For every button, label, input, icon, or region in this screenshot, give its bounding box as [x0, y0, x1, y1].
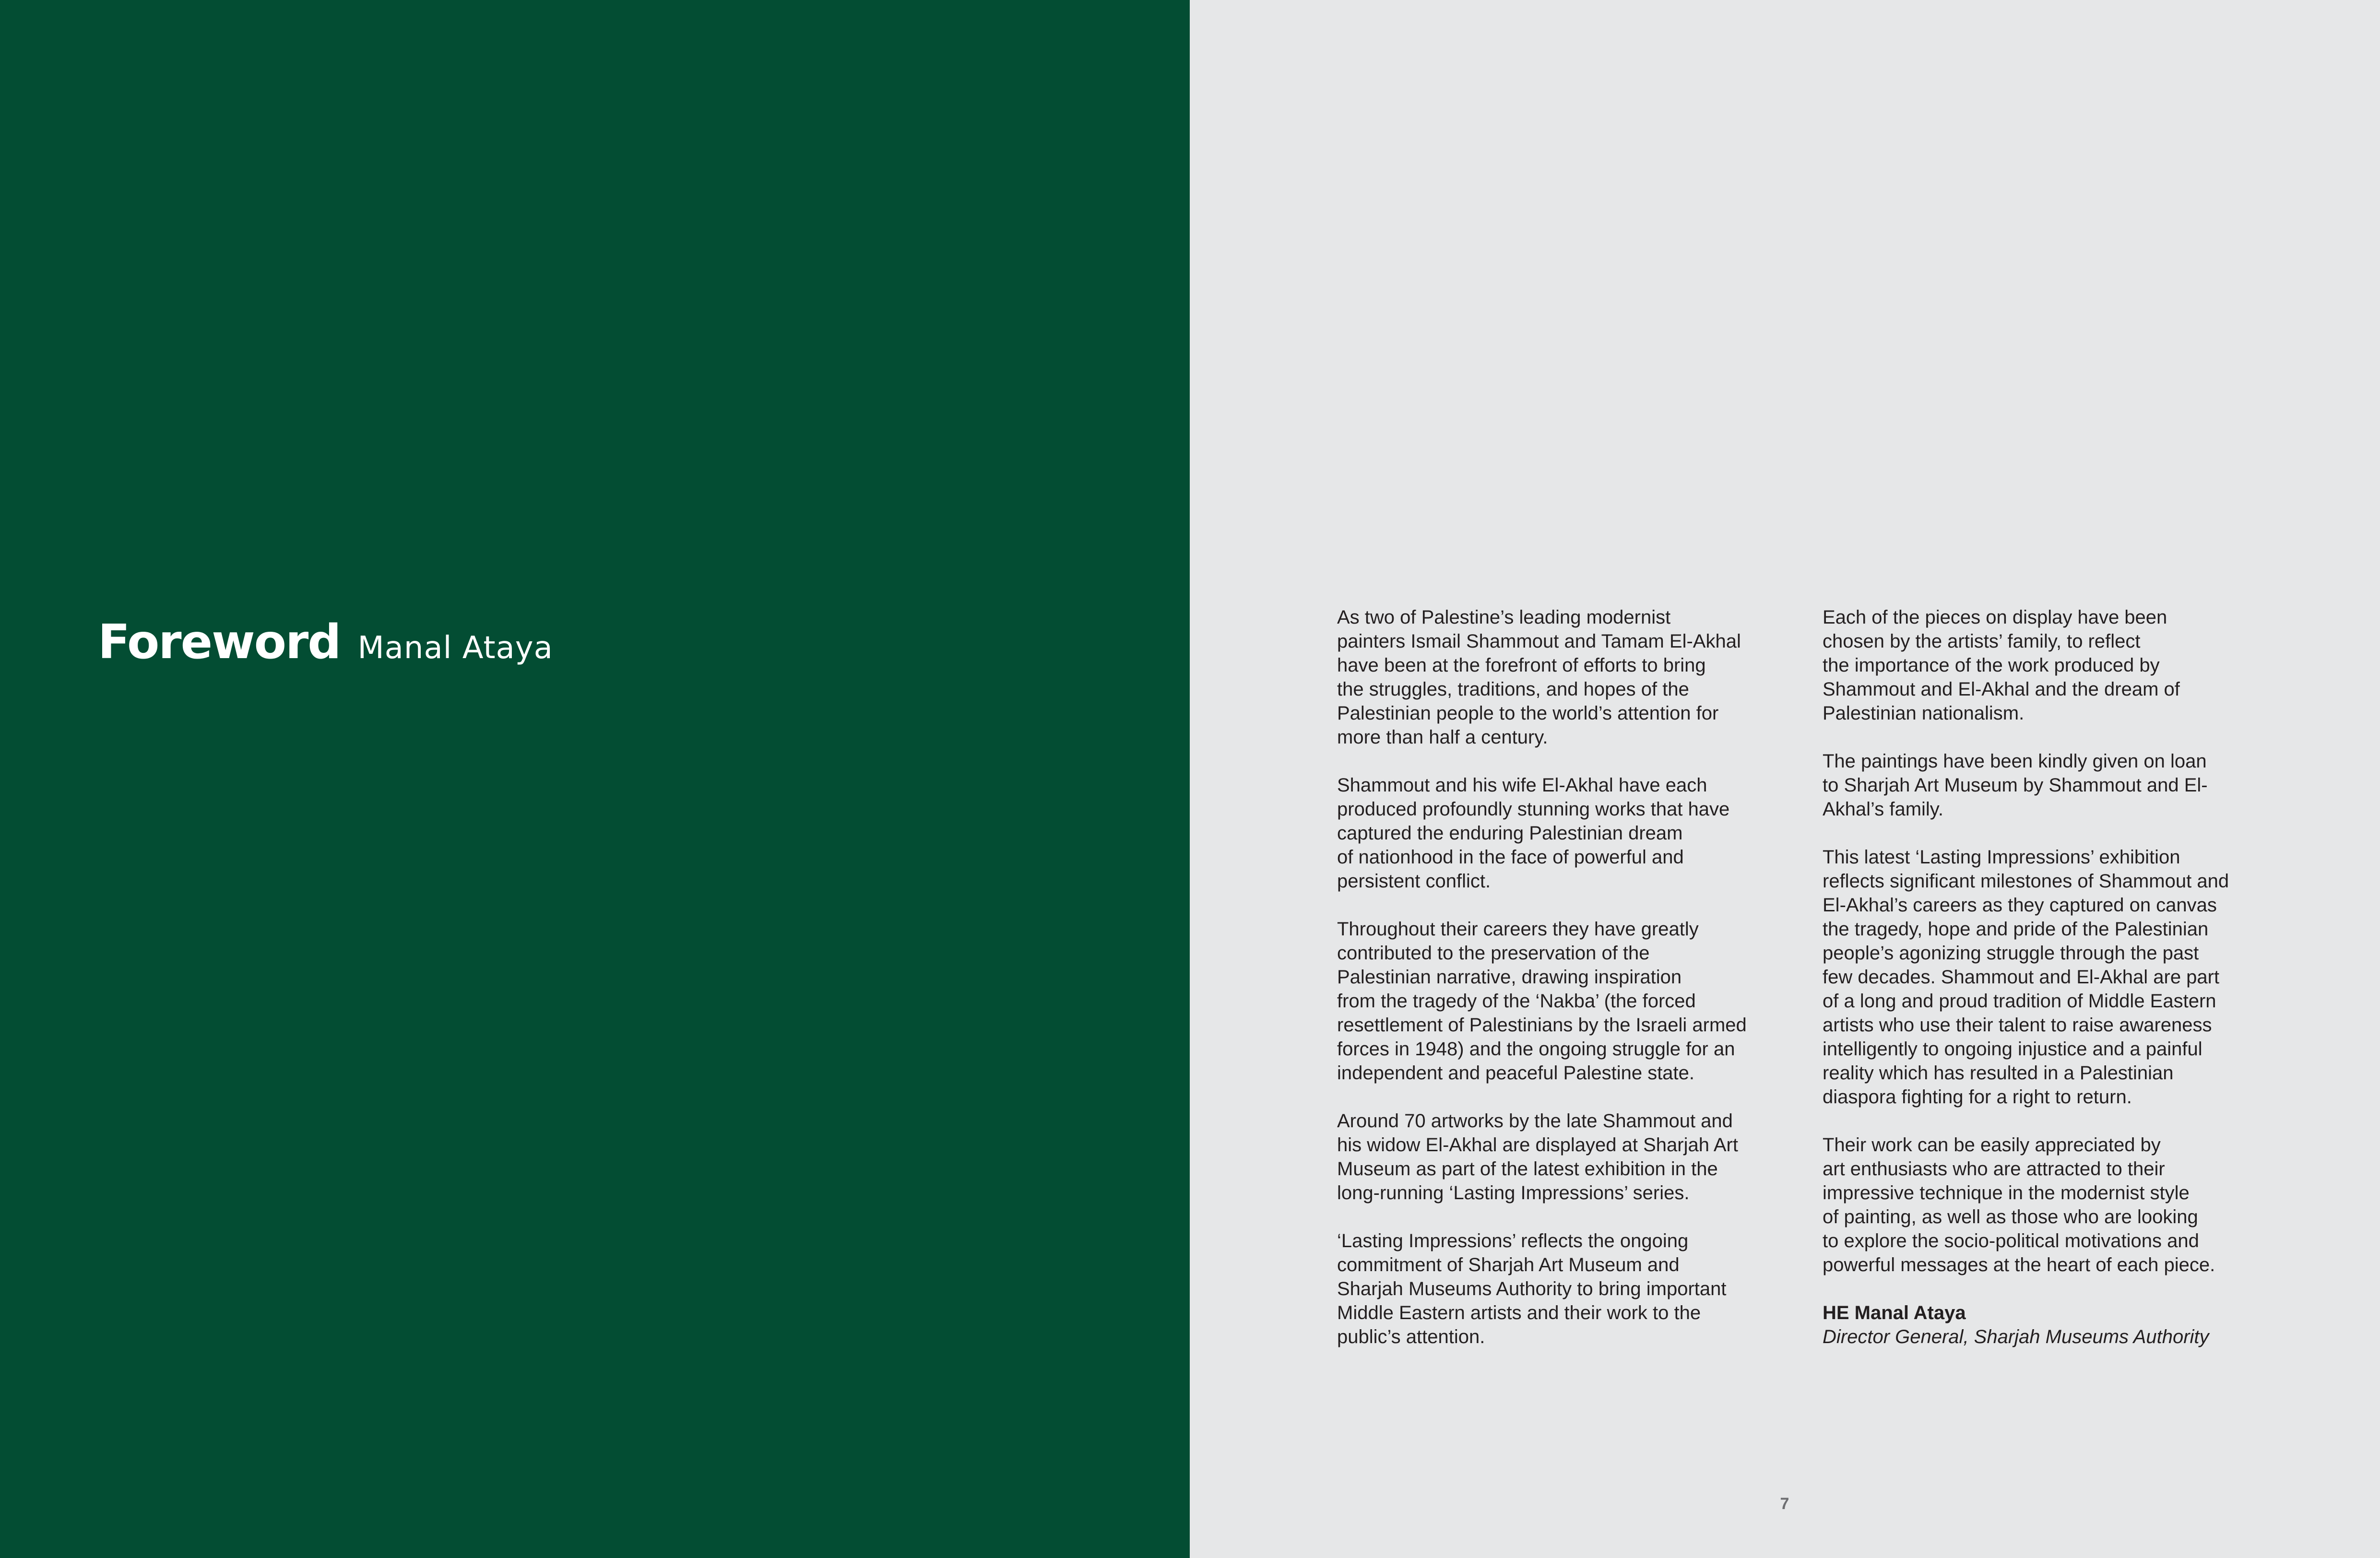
- paragraph: Each of the pieces on display have been chosen by the artists’ family, to reflect the importance of the work produced by Shammout and El-Akhal and the dream of Palestinian nationalism.: [1823, 607, 2180, 724]
- paragraph: ‘Lasting Impressions’ reflects the ongoing commitment of Sharjah Art Museum and Sharjah Museums Authority to bring important Middle Eastern artists and their work to the public’s attention.: [1337, 1230, 1727, 1347]
- text-column-right: [1823, 605, 2297, 1349]
- page-title: Foreword: [98, 615, 341, 670]
- paragraph: Shammout and his wife El-Akhal have each produced profoundly stunning works that have captured the enduring Palestinian dream of nationhood in the face of powerful and persistent conflict.: [1337, 775, 1730, 892]
- page-number: 7: [1780, 1495, 1789, 1513]
- paragraph: Their work can be easily appreciated by art enthusiasts who are attracted to their impressive technique in the modernist style of painting, as well as those who are looking to explore the socio-political motivations and powerful messages at the heart of each piece.: [1823, 1134, 2215, 1275]
- text-column-left: [1337, 605, 1812, 1373]
- author-name: Manal Ataya: [357, 630, 553, 666]
- paragraph: As two of Palestine’s leading modernist painters Ismail Shammout and Tamam El-Akhal have been at the forefront of efforts to bring the struggles, traditions, and hopes of the Palestinian people to the world’s attention for more than half a century.: [1337, 607, 1741, 748]
- signoff: [1823, 1301, 2297, 1349]
- signoff-name: HE Manal Ataya: [1823, 1302, 1966, 1323]
- paragraph: Throughout their careers they have greatly contributed to the preservation of the Palestinian narrative, drawing inspiration from the tragedy of the ‘Nakba’ (the forced resettlement of Palestinians by the Israeli armed forces in 1948) and the ongoing struggle for an independent and peaceful Palestine state.: [1337, 919, 1747, 1084]
- paragraph: This latest ‘Lasting Impressions’ exhibition reflects significant milestones of Shammout and El-Akhal’s careers as they captured on canvas the tragedy, hope and pride of the Palestinian people’s agonizing struggle through the past few decades. Shammout and El-Akhal are part of a long and proud tradition of Middle Eastern artists who use their talent to raise awareness intelligently to ongoing injustice and a painful reality which has resulted in a Palestinian diaspora fighting for a right to return.: [1823, 847, 2229, 1108]
- page-heading: [98, 615, 553, 670]
- signoff-title: Director General, Sharjah Museums Authority: [1823, 1326, 2209, 1347]
- paragraph: Around 70 artworks by the late Shammout and his widow El-Akhal are displayed at Sharjah Art Museum as part of the latest exhibition in the long-running ‘Lasting Impressions’ series.: [1337, 1110, 1738, 1204]
- paragraph: The paintings have been kindly given on loan to Sharjah Art Museum by Shammout and El- Akhal’s family.: [1823, 751, 2208, 820]
